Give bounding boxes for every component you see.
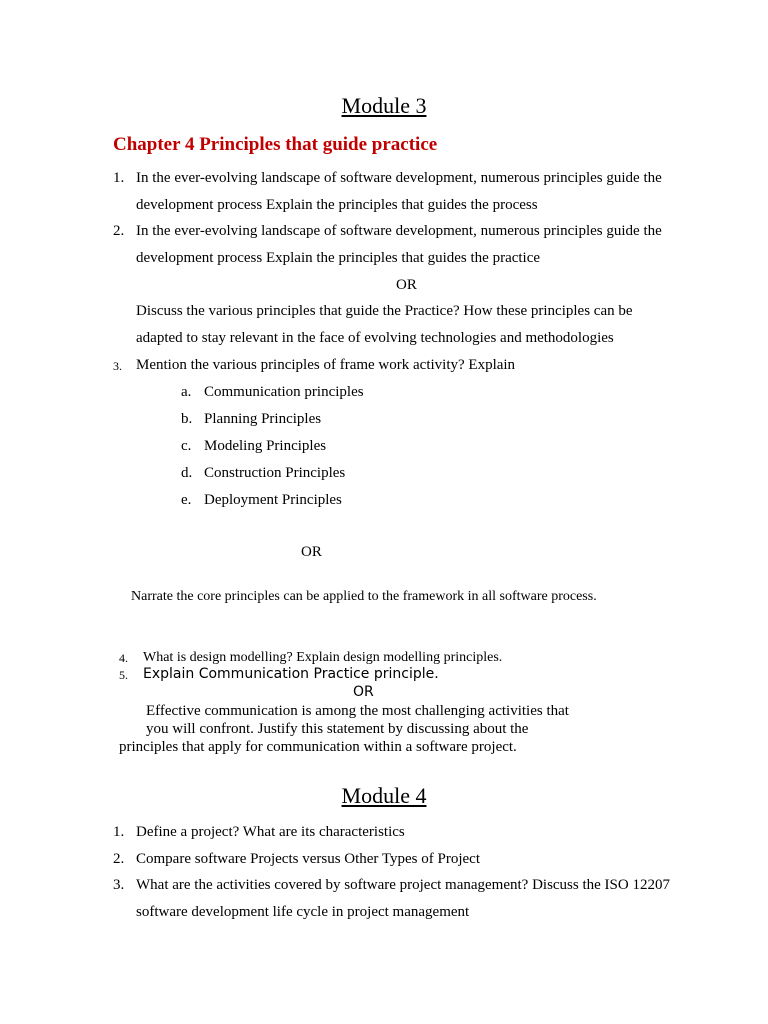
question-text: adapted to stay relevant in the face of evolving technologies and methodologies — [136, 330, 614, 346]
question-number: 3. — [113, 359, 122, 373]
question-text: you will confront. Justify this statement by discussing about the — [146, 721, 529, 737]
question-number: 5. — [119, 668, 128, 682]
question-number: 1. — [113, 170, 125, 186]
question-number: 3. — [113, 877, 125, 893]
question-text: Narrate the core principles can be applied to the framework in all software process. — [131, 589, 597, 604]
question-text: Define a project? What are its characteristics — [136, 824, 405, 840]
list-item: Deployment Principles — [204, 492, 342, 508]
module-3-title: Module 3 — [341, 93, 427, 118]
question-text: In the ever-evolving landscape of software development, numerous principles guide the — [136, 223, 662, 239]
list-item-letter: e. — [181, 492, 192, 508]
question-number: 2. — [113, 851, 125, 867]
question-text: Mention the various principles of frame work activity? Explain — [136, 357, 516, 373]
question-text: Effective communication is among the most challenging activities that — [146, 703, 569, 719]
question-text: development process Explain the principles that guides the process — [136, 197, 538, 213]
list-item-letter: d. — [181, 465, 193, 481]
question-text: software development life cycle in project management — [136, 904, 470, 920]
question-text: What are the activities covered by software project management? Discuss the ISO 12207 — [136, 877, 670, 893]
list-item: Planning Principles — [204, 411, 322, 427]
question-text: Compare software Projects versus Other Types of Project — [136, 851, 481, 867]
question-number: 2. — [113, 223, 125, 239]
list-item-letter: a. — [181, 384, 192, 400]
or-separator: OR — [396, 277, 417, 293]
list-item: Modeling Principles — [204, 438, 327, 454]
question-text: Discuss the various principles that guide the Practice? How these principles can be — [136, 303, 633, 319]
question-text: What is design modelling? Explain design modelling principles. — [143, 650, 503, 665]
question-text: Explain Communication Practice principle. — [143, 666, 439, 682]
chapter-heading: Chapter 4 Principles that guide practice — [113, 134, 438, 155]
or-separator: OR — [301, 544, 322, 560]
question-text: principles that apply for communication within a software project. — [119, 739, 517, 755]
list-item: Communication principles — [204, 384, 364, 400]
module-4-title: Module 4 — [341, 783, 427, 808]
question-text: development process Explain the principles that guides the practice — [136, 250, 541, 266]
question-text: In the ever-evolving landscape of software development, numerous principles guide the — [136, 170, 662, 186]
or-separator: OR — [353, 684, 374, 700]
list-item-letter: c. — [181, 438, 192, 454]
question-number: 1. — [113, 824, 125, 840]
list-item-letter: b. — [181, 411, 193, 427]
list-item: Construction Principles — [204, 465, 346, 481]
question-number: 4. — [119, 651, 128, 665]
